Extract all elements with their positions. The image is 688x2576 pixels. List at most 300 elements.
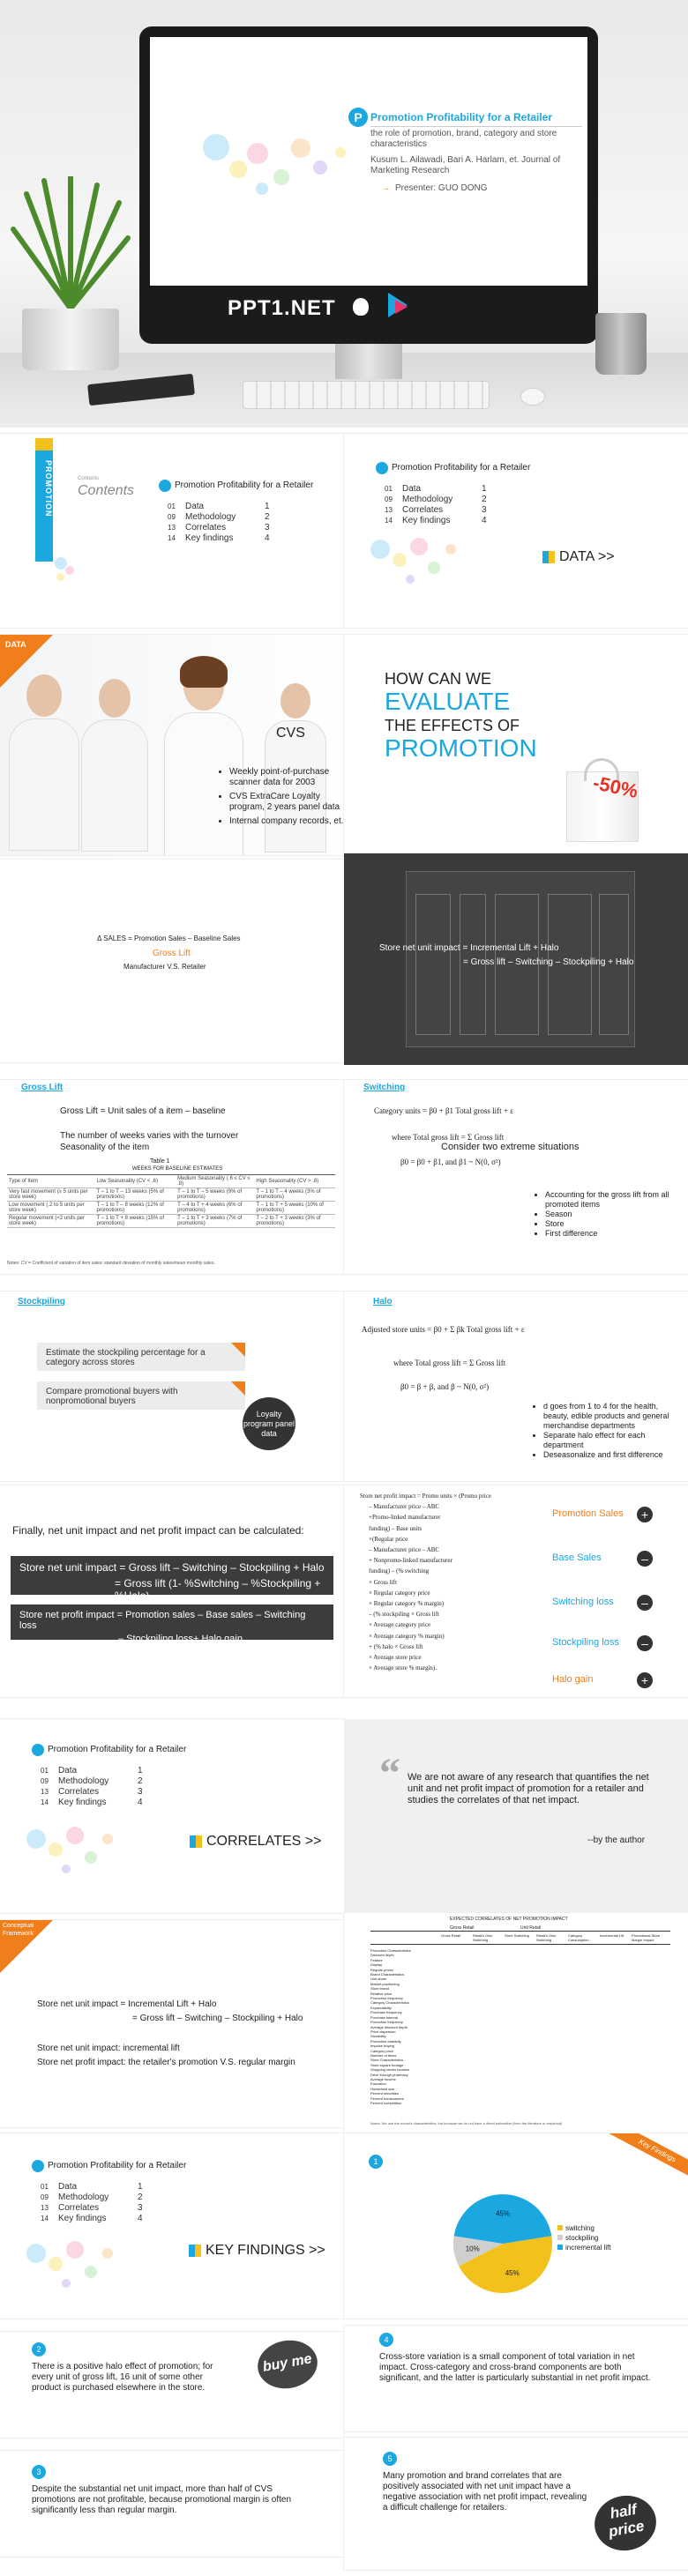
table-title: EXPECTED CORRELATES OF NET PROMOTION IMPACT — [450, 1917, 568, 1922]
toc-label: Methodology — [185, 512, 236, 522]
table-subtitle: WEEKS FOR BASELINE ESTIMATES — [132, 1166, 223, 1172]
bullet: • Internal company records, et. — [229, 816, 344, 827]
section-icon — [189, 2245, 201, 2257]
formula-line: × Average store price — [369, 1654, 422, 1662]
doctor-photo — [79, 679, 150, 855]
plant-leaves — [9, 176, 132, 317]
table-header: High Seasonality (CV > .8) — [254, 1175, 335, 1188]
minus-icon: – — [637, 1551, 653, 1567]
cvs-bullets — [221, 767, 344, 827]
switching-bullets — [536, 1190, 677, 1239]
bullet: • CVS ExtraCare Loyalty program, 2 years panel data — [229, 792, 344, 813]
slide-finding-3 — [0, 2451, 344, 2557]
slide-stockpiling — [0, 1292, 344, 1481]
stockpiling-box-1: Estimate the stockpiling percentage for a category across stores — [37, 1343, 245, 1371]
box-corner-accent — [231, 1343, 245, 1357]
table-cell: T – 2 to T + 3 weeks (3% of promotions) — [254, 1215, 335, 1228]
pie-label: 10% — [465, 2245, 480, 2253]
presenter: Presenter: GUO DONG — [395, 183, 488, 193]
toc-page: 3 — [138, 1787, 143, 1797]
framework-line-1: Store net unit impact = Incremental Lift + Halo — [37, 1999, 217, 2009]
toc-num: 09 — [41, 1777, 49, 1785]
table-header-row — [370, 1931, 670, 1945]
plant — [9, 176, 132, 317]
switching-eq-2: where Total gross lift = Σ Gross lift — [392, 1133, 505, 1142]
switching-eq-1: Category units = β0 + β1 Total gross lift + ε — [374, 1106, 514, 1115]
table-group-1: Gross Retail — [450, 1925, 475, 1931]
table-row: Average discount depth — [370, 2024, 408, 2029]
section-header: Switching — [363, 1083, 406, 1092]
toc-num: 14 — [41, 2215, 49, 2222]
table-row: Household size — [370, 2086, 395, 2091]
gross-note-2: Seasonality of the item — [60, 1143, 150, 1152]
plant-pot — [22, 309, 119, 370]
finding-number: 4 — [379, 2333, 393, 2347]
legend-label: incremental lift — [565, 2244, 611, 2252]
toc-row[interactable] — [41, 2214, 143, 2224]
finding-text: Despite the substantial net unit impact, more than half of CVS promotions are not profitable, because promotional margin is often significantly less than regular margin. — [32, 2484, 292, 2515]
table-row: Unit share — [370, 1977, 387, 1982]
finding-number: 3 — [32, 2465, 46, 2479]
toc-label: Methodology — [58, 2193, 109, 2202]
toc-page: 2 — [138, 2193, 143, 2202]
table-body — [370, 1948, 670, 2105]
badge-line-2: price — [607, 2517, 646, 2541]
slide-contents — [0, 434, 344, 628]
halo-eq-3: β0 = β + β, and β ~ N(0, σ²) — [400, 1382, 490, 1391]
toc-label: Methodology — [58, 1776, 109, 1786]
toc-page: 2 — [265, 512, 270, 522]
table-cell: T – 1 to T + 5 weeks (10% of promotions) — [254, 1202, 335, 1215]
toc-row[interactable] — [41, 1766, 143, 1776]
switching-overlay: Consider two extreme situations — [441, 1142, 580, 1152]
bullet: • First difference — [545, 1229, 677, 1239]
discount-tag: -50% — [591, 771, 640, 803]
finding-text: There is a positive halo effect of promotion; for every unit of gross lift, 16 unit of some other product is purchased elsewhere in the store. — [32, 2362, 213, 2393]
table-cell: Regular movement (<2 units per store week) — [7, 1215, 94, 1228]
section-icon — [542, 551, 555, 563]
delta-formula: Δ SALES = Promotion Sales – Baseline Sales — [97, 934, 241, 942]
toc-page: 4 — [138, 1798, 143, 1807]
toc-page: 1 — [138, 2182, 143, 2192]
table-row — [7, 1215, 335, 1228]
loyalty-badge: Loyalty program panel data — [243, 1397, 295, 1450]
table-row: Drive through pharmacy — [370, 2072, 408, 2077]
table-row: Feature — [370, 1957, 383, 1962]
slide-title — [0, 0, 688, 428]
table-header: Promotional Store Margin Impact — [632, 1933, 661, 1942]
table-row: Store brand — [370, 1986, 389, 1992]
plus-icon: + — [637, 1672, 653, 1688]
monitor-brand: PPT1.NET — [228, 296, 336, 320]
stockpiling-box-2: Compare promotional buyers with nonpromotional buyers — [37, 1381, 245, 1410]
table-row: Category price — [370, 2048, 394, 2053]
toc-label: Correlates — [402, 505, 444, 515]
toc-label: Correlates — [58, 1787, 100, 1797]
toc-page: 1 — [138, 1766, 143, 1776]
table-row: Promotion frequency — [370, 1996, 403, 2001]
legend-label: switching — [565, 2224, 595, 2232]
title-dot — [376, 462, 388, 474]
net-unit-box — [11, 1556, 333, 1602]
table-note: Notes: We use the model's characteristics, but because we do not have a direct estimation (from the literature or empirical) — [370, 2121, 563, 2126]
table-row: Discount depth — [370, 1953, 394, 1958]
toc-num: 01 — [168, 503, 176, 510]
legend-label: stockpiling — [565, 2234, 599, 2242]
table-row: Market-positioning — [370, 1981, 400, 1986]
toc-row[interactable] — [385, 516, 487, 526]
table-cell: T – 1 to T – 5 weeks (9% of promotions) — [176, 1188, 254, 1202]
quote-author: --by the author — [587, 1835, 646, 1845]
slide-net-calculation — [0, 1485, 344, 1697]
net-impact-line-1: Store net unit impact = Incremental Lift + Halo — [379, 943, 559, 953]
toc-num: 14 — [41, 1798, 49, 1806]
bullet: • Weekly point-of-purchase scanner data for 2003 — [229, 767, 344, 788]
monitor-screen — [150, 37, 587, 286]
title-dot — [32, 1744, 44, 1756]
table-row: Promotion frequency — [370, 2020, 403, 2025]
toc-label: Methodology — [402, 495, 453, 504]
slide-title-text: Promotion Profitability for a Retailer — [370, 111, 553, 123]
table-cell: T – 1 to T + 3 weeks (7% of promotions) — [176, 1215, 254, 1228]
toc-label: Correlates — [185, 523, 227, 532]
mouse — [520, 388, 545, 406]
slide-expected-correlates — [344, 1913, 688, 2133]
table-row: Number of items — [370, 2052, 397, 2058]
table-row: Storability — [370, 2034, 386, 2039]
arrow-icon: → — [381, 183, 390, 193]
table-header: Retail's Own Switching — [473, 1933, 493, 1942]
formula-line: +Promo-linked manufacturer — [369, 1514, 441, 1522]
slide-net-impact-dark — [344, 853, 688, 1065]
table-row: Store Characteristics — [370, 2058, 404, 2063]
framework-line-3: Store net unit impact: incremental lift — [37, 2044, 180, 2053]
side-label: PROMOTION — [44, 460, 53, 517]
slide-section-data — [344, 434, 688, 628]
table-cell: Low movement (.2 to 5 units per store week) — [7, 1202, 94, 1215]
finding-number: 1 — [369, 2155, 383, 2169]
table-header: Incremental Lift — [600, 1933, 624, 1938]
title-divider — [370, 126, 582, 127]
table-cell: T – 4 to T + 4 weeks (6% of promotions) — [176, 1202, 254, 1215]
toc — [41, 1766, 143, 1808]
net-intro: Finally, net unit impact and net profit impact can be calculated: — [12, 1524, 304, 1537]
formula-line: + (% halo × Gross lift — [369, 1642, 423, 1650]
cvs-heading: CVS — [276, 726, 305, 741]
net-profit-line-1: Store net profit impact = Promotion sales – Base sales – Switching loss — [19, 1610, 306, 1631]
toc-num: 13 — [41, 2204, 49, 2212]
slide-subtitle: the role of promotion, brand, category and store characteristics — [370, 129, 557, 149]
toc-page: 1 — [482, 484, 487, 494]
badge-line-1: half — [609, 2500, 639, 2522]
section-header: Halo — [373, 1297, 393, 1307]
framework-tag-label-2: Framework — [3, 1931, 34, 1937]
table-row: Price dispersion — [370, 2029, 396, 2034]
toc-num: 09 — [168, 513, 176, 521]
slide-title-text: Promotion Profitability for a Retailer — [48, 1745, 187, 1754]
half-price-badge — [590, 2490, 661, 2555]
plus-icon: + — [637, 1507, 653, 1523]
quote-text: We are not aware of any research that quantifies the net unit and net profit impact of promotion for a retailer and studies the correlates of that net impact. — [408, 1772, 649, 1805]
toc-page: 1 — [265, 502, 270, 511]
section-label: CORRELATES >> — [206, 1834, 322, 1849]
table-cell: T – 1 to T + 8 weeks (15% of promotions) — [94, 1215, 176, 1228]
toc-row[interactable] — [41, 1798, 143, 1808]
legend-item — [557, 2223, 611, 2233]
contents-small: Contents — [78, 476, 100, 481]
slide-halo — [344, 1292, 688, 1481]
section-icon — [190, 1835, 202, 1848]
toc-page: 4 — [265, 533, 270, 543]
gross-note-1: The number of weeks varies with the turnover — [60, 1131, 239, 1141]
table-row: Expandability — [370, 2005, 392, 2010]
table-header: Gross Retail — [441, 1933, 461, 1938]
formula-line: × Regular category price — [369, 1589, 430, 1597]
legend-swatch — [557, 2235, 563, 2240]
toc-row[interactable] — [168, 533, 270, 544]
pie-slice-incremental-lift — [454, 2194, 552, 2244]
pie-label: 45% — [505, 2269, 520, 2278]
table-cell: Very fast movement (≥ 5 units per store week) — [7, 1188, 94, 1202]
toc-num: 09 — [41, 2193, 49, 2201]
formula-line: × Average category % margin) — [369, 1632, 445, 1640]
data-tag-label: DATA — [5, 640, 26, 649]
contents-heading: Contents — [78, 483, 135, 498]
toc-row[interactable] — [168, 523, 270, 533]
slide-section-correlates — [0, 1719, 344, 1913]
slide-finding-1 — [344, 2133, 688, 2319]
toc-label: Key findings — [58, 1798, 107, 1807]
framework-line-4: Store net profit impact: the retailer's promotion V.S. regular margin — [37, 2058, 295, 2067]
toc-row[interactable] — [385, 505, 487, 516]
toc-row[interactable] — [41, 1787, 143, 1798]
table-group-2: Unit Retail — [520, 1925, 542, 1931]
toc-num: 09 — [385, 495, 393, 503]
bullet: • Store — [545, 1219, 677, 1229]
table-cell: T – 1 to T – 4 weeks (3% of promotions) — [254, 1188, 335, 1202]
halo-eq-2: where Total gross lift = Σ Gross lift — [393, 1359, 506, 1367]
toc-page: 4 — [138, 2214, 143, 2223]
gross-lift-formula: Gross Lift = Unit sales of a item – baseline — [60, 1106, 226, 1116]
table-row: Relative price — [370, 1991, 393, 1996]
toc-label: Key findings — [402, 516, 451, 525]
table-row: Percent homeowners — [370, 2096, 404, 2101]
toc-num: 01 — [41, 2183, 49, 2191]
formula-line: × Gross lift — [369, 1578, 397, 1586]
slide-title-text: Promotion Profitability for a Retailer — [48, 2161, 187, 2170]
bullet: • d goes from 1 to 4 for the health, beauty, edible products and general merchandise departments — [543, 1402, 684, 1431]
table-header: Store Switching — [505, 1933, 529, 1938]
buy-me-badge: buy me — [254, 2336, 321, 2394]
table-row — [7, 1188, 335, 1202]
toc-label: Key findings — [58, 2214, 107, 2223]
finding-number: 5 — [383, 2452, 397, 2466]
formula-line: ×(Regular price — [369, 1535, 408, 1543]
slide-evaluate — [344, 635, 688, 855]
pie-chart — [450, 2191, 556, 2297]
toc-label: Key findings — [185, 533, 234, 543]
monitor-stand — [335, 344, 402, 379]
toc-label: Data — [185, 502, 205, 511]
table-row: Purchase interval — [370, 2014, 398, 2020]
bullet: • Separate halo effect for each department — [543, 1431, 684, 1450]
finding-number: 2 — [32, 2342, 46, 2356]
toc — [385, 484, 487, 526]
box-corner-accent — [231, 1381, 245, 1396]
toc — [168, 502, 270, 544]
halo-bullets — [535, 1402, 684, 1460]
table-note: Notes: CV = Coefficient of variation of item sales: standard deviation of monthly sales/mean monthly sales. — [7, 1261, 215, 1266]
slide-switching — [344, 1080, 688, 1274]
toc-row[interactable] — [41, 2193, 143, 2203]
formula-line: funding) – Base units — [369, 1524, 423, 1532]
table-row: Promotion Characteristics — [370, 1948, 411, 1953]
table-header: Category Consumption — [568, 1933, 589, 1942]
label-base-sales: Base Sales — [552, 1552, 602, 1563]
table-header: Retail's Own Switching — [536, 1933, 557, 1942]
title-dot — [159, 480, 171, 492]
title-logo-circle: P — [348, 108, 368, 127]
toc-label: Data — [58, 1766, 78, 1776]
toc-page: 3 — [482, 505, 487, 515]
keyboard — [243, 381, 490, 409]
doctor-photo — [4, 674, 84, 851]
label-promotion-sales: Promotion Sales — [552, 1508, 624, 1519]
toc-row[interactable] — [385, 484, 487, 495]
pie-label: 45% — [495, 2209, 511, 2218]
legend-item — [557, 2243, 611, 2252]
toc — [41, 2182, 143, 2224]
table-row: Percent minorities — [370, 2091, 400, 2096]
formula-line: funding) – (% switching — [369, 1567, 430, 1575]
slide-authors: Kusum L. Ailawadi, Bari A. Harlam, et. Journal of Marketing Research — [370, 155, 561, 175]
slide-finding-4 — [344, 2326, 688, 2431]
vs-label: Manufacturer V.S. Retailer — [123, 963, 206, 971]
table-row: Percent competition — [370, 2101, 402, 2105]
minus-icon: – — [637, 1635, 653, 1651]
toc-row[interactable] — [168, 512, 270, 523]
formula-line: × Average category price — [369, 1621, 431, 1629]
label-halo-gain: Halo gain — [552, 1674, 594, 1685]
toc-num: 13 — [168, 524, 176, 532]
table-cell: T – 1 to T – 13 weeks (5% of promotions) — [94, 1188, 176, 1202]
formula-line: × Regular category % margin) — [369, 1600, 445, 1608]
slide-finding-5 — [344, 2438, 688, 2570]
toc-num: 13 — [385, 506, 393, 514]
table-row: Purchase frequency — [370, 2010, 402, 2015]
eval-line-1: HOW CAN WE — [385, 670, 491, 688]
title-dot — [32, 2160, 44, 2172]
toc-page: 3 — [138, 2203, 143, 2213]
toc-num: 14 — [168, 534, 176, 542]
bullet: • Season — [545, 1210, 677, 1219]
net-impact-line-2: = Gross lift – Switching – Stockpiling + Halo — [463, 957, 634, 967]
toc-num: 01 — [41, 1767, 49, 1775]
apple-icon — [353, 298, 369, 316]
formula-line: – Manufacturer price – ABC — [369, 1546, 440, 1554]
toc-row[interactable] — [41, 1776, 143, 1787]
table-row: Store square footage — [370, 2062, 404, 2067]
label-switching-loss: Switching loss — [552, 1597, 614, 1607]
table-row — [7, 1202, 335, 1215]
slide-finding-2 — [0, 2332, 344, 2438]
toc-label: Data — [58, 2182, 78, 2192]
slide-delta-sales — [0, 860, 344, 1062]
formula-line: Store net profit impact = Promo units × (Promo price — [360, 1493, 491, 1500]
quote-mark-icon: “ — [379, 1750, 400, 1797]
toc-row[interactable] — [41, 2203, 143, 2214]
key-findings-ribbon: Key Findings — [603, 2133, 688, 2185]
table-row: Average income — [370, 2076, 396, 2081]
table-row: Display — [370, 1962, 383, 1968]
gross-lift-label: Gross Lift — [153, 949, 191, 958]
bullet: • Accounting for the gross lift from all promoted items — [545, 1190, 677, 1210]
toc-row[interactable] — [168, 502, 270, 512]
toc-label: Correlates — [58, 2203, 100, 2213]
formula-line: + Nonpromo-linked manufacturer — [369, 1557, 452, 1565]
net-profit-line-2: – Stockpiling loss+ Halo gain — [118, 1634, 243, 1644]
switching-eq-3: β0 = β0 + β1, and β1 ~ N(0, σ²) — [400, 1158, 501, 1166]
slide-title-text: Promotion Profitability for a Retailer — [392, 463, 531, 473]
slide-section-key-findings — [0, 2133, 344, 2319]
toc-num: 14 — [385, 517, 393, 525]
table-header: Low Seasonality (CV < .6) — [94, 1175, 176, 1188]
legend-swatch — [557, 2225, 563, 2230]
slide-framework — [0, 1920, 344, 2127]
section-label: KEY FINDINGS >> — [206, 2243, 325, 2258]
table-row: Impulse buying — [370, 2044, 394, 2049]
finding-text: Cross-store variation is a small component of total variation in net impact. Cross-category and cross-brand components are both significant, and the latter is particularly substantial in net profit impact. — [379, 2352, 651, 2383]
toc-page: 4 — [482, 516, 487, 525]
formula-line: – Manufacturer price – ABC — [369, 1503, 440, 1511]
pie-legend — [557, 2223, 611, 2252]
table-cell: T – 1 to T – 8 weeks (12% of promotions) — [94, 1202, 176, 1215]
section-header: Stockpiling — [18, 1297, 65, 1307]
contents-title: Promotion Profitability for a Retailer — [175, 480, 314, 490]
legend-swatch — [557, 2245, 563, 2250]
section-header: Gross Lift — [21, 1083, 64, 1092]
toc-page: 3 — [265, 523, 270, 532]
legend-item — [557, 2233, 611, 2243]
side-bar-accent — [35, 438, 53, 450]
net-profit-box — [11, 1604, 333, 1644]
slide-profit-formula — [344, 1485, 688, 1697]
framework-tag-label-1: Conceptual — [3, 1923, 34, 1929]
slide-quote — [344, 1719, 688, 1913]
eval-line-4: PROMOTION — [385, 734, 537, 762]
table-row: Education — [370, 2081, 386, 2087]
label-stockpiling-loss: Stockpiling loss — [552, 1637, 619, 1648]
toc-row[interactable] — [385, 495, 487, 505]
table-header-row — [7, 1175, 335, 1188]
toc-row[interactable] — [41, 2182, 143, 2193]
section-label: DATA >> — [559, 549, 615, 564]
table-header: Medium Seasonality (.6 ≤ CV ≤ .8) — [176, 1175, 254, 1188]
eval-line-3: THE EFFECTS OF — [385, 717, 520, 734]
table-row: Promotion elasticity — [370, 2038, 401, 2044]
profit-lines — [360, 1491, 491, 1673]
net-unit-line-2: = Gross lift (1- %Switching – %Stockpiling + %Halo) — [115, 1577, 321, 1602]
table-row: Regular prices — [370, 1967, 393, 1972]
slide-cvs — [0, 635, 344, 855]
mug — [595, 313, 647, 375]
colorful-logo-icon-2 — [395, 300, 408, 314]
table-row: Category Characteristics — [370, 2000, 409, 2006]
toc-label: Data — [402, 484, 422, 494]
table-row: Shopping center location — [370, 2067, 410, 2073]
eval-line-2: EVALUATE — [385, 688, 511, 715]
baseline-table — [7, 1174, 335, 1228]
